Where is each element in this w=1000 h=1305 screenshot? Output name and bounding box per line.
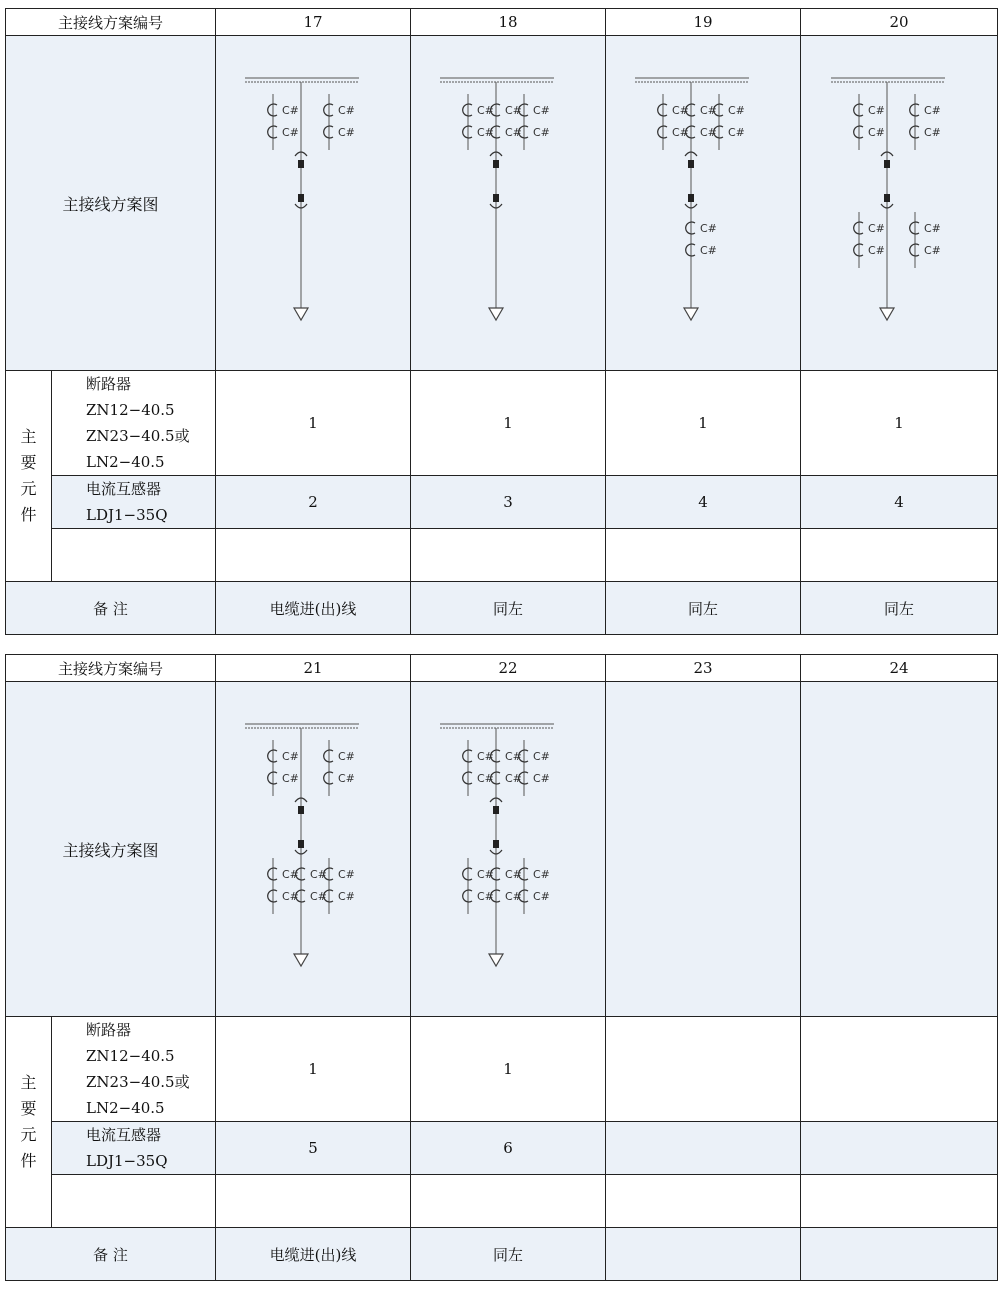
scheme-number: 24 bbox=[801, 655, 998, 682]
ct-row bbox=[6, 476, 998, 529]
svg-text:C#: C# bbox=[700, 244, 717, 257]
svg-text:C#: C# bbox=[477, 750, 494, 763]
current-transformer-symbol bbox=[714, 126, 745, 139]
ct-qty: 6 bbox=[411, 1122, 606, 1175]
breaker-qty bbox=[801, 1017, 998, 1122]
svg-text:C#: C# bbox=[700, 126, 717, 139]
svg-text:C#: C# bbox=[477, 772, 494, 785]
current-transformer-symbol bbox=[854, 244, 885, 257]
svg-text:C#: C# bbox=[282, 750, 299, 763]
cable-termination bbox=[880, 308, 894, 320]
current-transformer-symbol bbox=[324, 104, 355, 117]
current-transformer-symbol bbox=[519, 104, 550, 117]
current-transformer-symbol bbox=[324, 750, 355, 763]
current-transformer-symbol bbox=[854, 222, 885, 235]
empty-cell bbox=[606, 529, 801, 582]
scheme-diagram-cell bbox=[216, 36, 411, 371]
current-transformer-symbol bbox=[268, 868, 299, 881]
wiring-diagram bbox=[438, 714, 578, 984]
svg-text:C#: C# bbox=[728, 126, 745, 139]
empty-cell bbox=[801, 529, 998, 582]
current-transformer-symbol bbox=[519, 772, 550, 785]
current-transformer-symbol bbox=[268, 772, 299, 785]
breaker-qty bbox=[606, 1017, 801, 1122]
empty-row bbox=[6, 529, 998, 582]
current-transformer-symbol bbox=[268, 890, 299, 903]
cable-termination bbox=[489, 954, 503, 966]
current-transformer-symbol bbox=[658, 104, 689, 117]
svg-text:C#: C# bbox=[477, 104, 494, 117]
current-transformer-symbol bbox=[854, 104, 885, 117]
breaker-label: 断路器 ZN12−40.5 ZN23−40.5或 LN2−40.5 bbox=[52, 1017, 216, 1122]
breaker-symbol bbox=[688, 160, 694, 168]
scheme-number: 17 bbox=[216, 9, 411, 36]
svg-text:C#: C# bbox=[868, 104, 885, 117]
svg-text:C#: C# bbox=[924, 126, 941, 139]
svg-text:C#: C# bbox=[505, 750, 522, 763]
empty-cell bbox=[606, 1175, 801, 1228]
breaker-qty: 1 bbox=[216, 1017, 411, 1122]
current-transformer-symbol bbox=[324, 868, 355, 881]
current-transformer-symbol bbox=[491, 104, 522, 117]
svg-text:C#: C# bbox=[868, 244, 885, 257]
svg-text:C#: C# bbox=[533, 772, 550, 785]
svg-text:C#: C# bbox=[505, 104, 522, 117]
ct-qty: 4 bbox=[801, 476, 998, 529]
remarks-row bbox=[6, 1228, 998, 1281]
svg-text:C#: C# bbox=[533, 868, 550, 881]
wiring-diagram bbox=[438, 68, 578, 338]
scheme-diagram-cell bbox=[606, 682, 801, 1017]
scheme-diagram-cell bbox=[411, 36, 606, 371]
current-transformer-symbol bbox=[910, 244, 941, 257]
empty-cell bbox=[216, 529, 411, 582]
scheme-number: 19 bbox=[606, 9, 801, 36]
current-transformer-symbol bbox=[910, 126, 941, 139]
scheme-diagram-row bbox=[6, 682, 998, 1017]
current-transformer-symbol bbox=[463, 104, 494, 117]
svg-text:C#: C# bbox=[338, 772, 355, 785]
scheme-diagram-label: 主接线方案图 bbox=[6, 36, 216, 371]
empty-cell bbox=[801, 1175, 998, 1228]
remark: 同左 bbox=[411, 582, 606, 635]
scheme-number: 23 bbox=[606, 655, 801, 682]
svg-text:C#: C# bbox=[533, 890, 550, 903]
ct-qty bbox=[606, 1122, 801, 1175]
svg-text:C#: C# bbox=[700, 222, 717, 235]
remarks-label: 备 注 bbox=[6, 582, 216, 635]
current-transformer-symbol bbox=[519, 890, 550, 903]
svg-text:C#: C# bbox=[700, 104, 717, 117]
current-transformer-symbol bbox=[519, 126, 550, 139]
current-transformer-symbol bbox=[519, 868, 550, 881]
scheme-number: 21 bbox=[216, 655, 411, 682]
svg-text:C#: C# bbox=[672, 126, 689, 139]
svg-text:C#: C# bbox=[310, 868, 327, 881]
breaker-row bbox=[6, 371, 998, 476]
remark: 电缆进(出)线 bbox=[216, 1228, 411, 1281]
wiring-diagram bbox=[829, 68, 969, 338]
current-transformer-symbol bbox=[324, 890, 355, 903]
scheme-number-row bbox=[6, 9, 998, 36]
svg-text:C#: C# bbox=[338, 126, 355, 139]
breaker-symbol bbox=[884, 194, 890, 202]
breaker-row bbox=[6, 1017, 998, 1122]
current-transformer-symbol bbox=[463, 126, 494, 139]
svg-text:C#: C# bbox=[338, 104, 355, 117]
scheme-table-1 bbox=[5, 8, 998, 635]
current-transformer-symbol bbox=[658, 126, 689, 139]
scheme-number-label: 主接线方案编号 bbox=[6, 9, 216, 36]
svg-text:C#: C# bbox=[282, 126, 299, 139]
remark: 同左 bbox=[606, 582, 801, 635]
scheme-diagram-label: 主接线方案图 bbox=[6, 682, 216, 1017]
scheme-diagram-cell bbox=[801, 682, 998, 1017]
remark: 同左 bbox=[411, 1228, 606, 1281]
breaker-symbol bbox=[493, 194, 499, 202]
svg-text:C#: C# bbox=[477, 126, 494, 139]
wiring-diagram bbox=[243, 68, 383, 338]
scheme-table-2 bbox=[5, 654, 998, 1281]
svg-text:C#: C# bbox=[533, 750, 550, 763]
current-transformer-symbol bbox=[268, 750, 299, 763]
empty-row bbox=[6, 1175, 998, 1228]
current-transformer-symbol bbox=[491, 750, 522, 763]
scheme-diagram-cell bbox=[606, 36, 801, 371]
ct-qty: 4 bbox=[606, 476, 801, 529]
breaker-symbol bbox=[298, 194, 304, 202]
breaker-symbol bbox=[298, 840, 304, 848]
current-transformer-symbol bbox=[463, 772, 494, 785]
scheme-number: 18 bbox=[411, 9, 606, 36]
cable-termination bbox=[684, 308, 698, 320]
svg-text:C#: C# bbox=[282, 104, 299, 117]
current-transformer-symbol bbox=[491, 126, 522, 139]
breaker-symbol bbox=[493, 160, 499, 168]
current-transformer-symbol bbox=[463, 868, 494, 881]
current-transformer-symbol bbox=[296, 890, 327, 903]
current-transformer-symbol bbox=[491, 868, 522, 881]
breaker-symbol bbox=[298, 806, 304, 814]
scheme-diagram-cell bbox=[801, 36, 998, 371]
current-transformer-symbol bbox=[686, 244, 717, 257]
svg-text:C#: C# bbox=[338, 890, 355, 903]
scheme-diagram-row bbox=[6, 36, 998, 371]
svg-text:C#: C# bbox=[533, 126, 550, 139]
svg-text:C#: C# bbox=[505, 126, 522, 139]
current-transformer-symbol bbox=[519, 750, 550, 763]
svg-text:C#: C# bbox=[338, 750, 355, 763]
breaker-qty: 1 bbox=[411, 371, 606, 476]
ct-qty: 3 bbox=[411, 476, 606, 529]
cable-termination bbox=[294, 954, 308, 966]
breaker-qty: 1 bbox=[411, 1017, 606, 1122]
ct-row bbox=[6, 1122, 998, 1175]
svg-text:C#: C# bbox=[282, 868, 299, 881]
svg-text:C#: C# bbox=[505, 890, 522, 903]
scheme-number: 22 bbox=[411, 655, 606, 682]
svg-text:C#: C# bbox=[672, 104, 689, 117]
empty-cell bbox=[411, 529, 606, 582]
empty-cell bbox=[52, 529, 216, 582]
ct-qty: 2 bbox=[216, 476, 411, 529]
ct-qty bbox=[801, 1122, 998, 1175]
ct-label: 电流互感器 LDJ1−35Q bbox=[52, 476, 216, 529]
current-transformer-symbol bbox=[910, 222, 941, 235]
current-transformer-symbol bbox=[324, 126, 355, 139]
breaker-qty: 1 bbox=[216, 371, 411, 476]
scheme-number-row bbox=[6, 655, 998, 682]
svg-text:C#: C# bbox=[728, 104, 745, 117]
current-transformer-symbol bbox=[463, 750, 494, 763]
ct-qty: 5 bbox=[216, 1122, 411, 1175]
empty-cell bbox=[216, 1175, 411, 1228]
svg-text:C#: C# bbox=[282, 772, 299, 785]
svg-text:C#: C# bbox=[505, 772, 522, 785]
wiring-diagram bbox=[633, 68, 773, 338]
remarks-row bbox=[6, 582, 998, 635]
current-transformer-symbol bbox=[491, 772, 522, 785]
scheme-diagram-cell bbox=[216, 682, 411, 1017]
scheme-number-label: 主接线方案编号 bbox=[6, 655, 216, 682]
cable-termination bbox=[294, 308, 308, 320]
remark bbox=[801, 1228, 998, 1281]
current-transformer-symbol bbox=[910, 104, 941, 117]
svg-text:C#: C# bbox=[924, 244, 941, 257]
empty-cell bbox=[52, 1175, 216, 1228]
ct-label: 电流互感器 LDJ1−35Q bbox=[52, 1122, 216, 1175]
main-components-label: 主 要 元 件 bbox=[6, 371, 52, 582]
current-transformer-symbol bbox=[268, 126, 299, 139]
breaker-qty: 1 bbox=[606, 371, 801, 476]
svg-text:C#: C# bbox=[924, 222, 941, 235]
breaker-symbol bbox=[688, 194, 694, 202]
current-transformer-symbol bbox=[686, 104, 717, 117]
svg-text:C#: C# bbox=[868, 222, 885, 235]
svg-text:C#: C# bbox=[868, 126, 885, 139]
cable-termination bbox=[489, 308, 503, 320]
breaker-symbol bbox=[493, 806, 499, 814]
svg-text:C#: C# bbox=[310, 890, 327, 903]
current-transformer-symbol bbox=[686, 222, 717, 235]
current-transformer-symbol bbox=[324, 772, 355, 785]
current-transformer-symbol bbox=[686, 126, 717, 139]
breaker-symbol bbox=[884, 160, 890, 168]
svg-text:C#: C# bbox=[924, 104, 941, 117]
current-transformer-symbol bbox=[714, 104, 745, 117]
remark: 电缆进(出)线 bbox=[216, 582, 411, 635]
remark bbox=[606, 1228, 801, 1281]
breaker-symbol bbox=[298, 160, 304, 168]
svg-text:C#: C# bbox=[477, 890, 494, 903]
wiring-diagram bbox=[243, 714, 383, 984]
svg-text:C#: C# bbox=[282, 890, 299, 903]
remark: 同左 bbox=[801, 582, 998, 635]
current-transformer-symbol bbox=[463, 890, 494, 903]
remarks-label: 备 注 bbox=[6, 1228, 216, 1281]
svg-text:C#: C# bbox=[338, 868, 355, 881]
svg-text:C#: C# bbox=[533, 104, 550, 117]
current-transformer-symbol bbox=[268, 104, 299, 117]
scheme-diagram-cell bbox=[411, 682, 606, 1017]
current-transformer-symbol bbox=[296, 868, 327, 881]
svg-text:C#: C# bbox=[477, 868, 494, 881]
current-transformer-symbol bbox=[854, 126, 885, 139]
empty-cell bbox=[411, 1175, 606, 1228]
main-components-label: 主 要 元 件 bbox=[6, 1017, 52, 1228]
breaker-symbol bbox=[493, 840, 499, 848]
breaker-label: 断路器 ZN12−40.5 ZN23−40.5或 LN2−40.5 bbox=[52, 371, 216, 476]
current-transformer-symbol bbox=[491, 890, 522, 903]
scheme-number: 20 bbox=[801, 9, 998, 36]
svg-text:C#: C# bbox=[505, 868, 522, 881]
breaker-qty: 1 bbox=[801, 371, 998, 476]
